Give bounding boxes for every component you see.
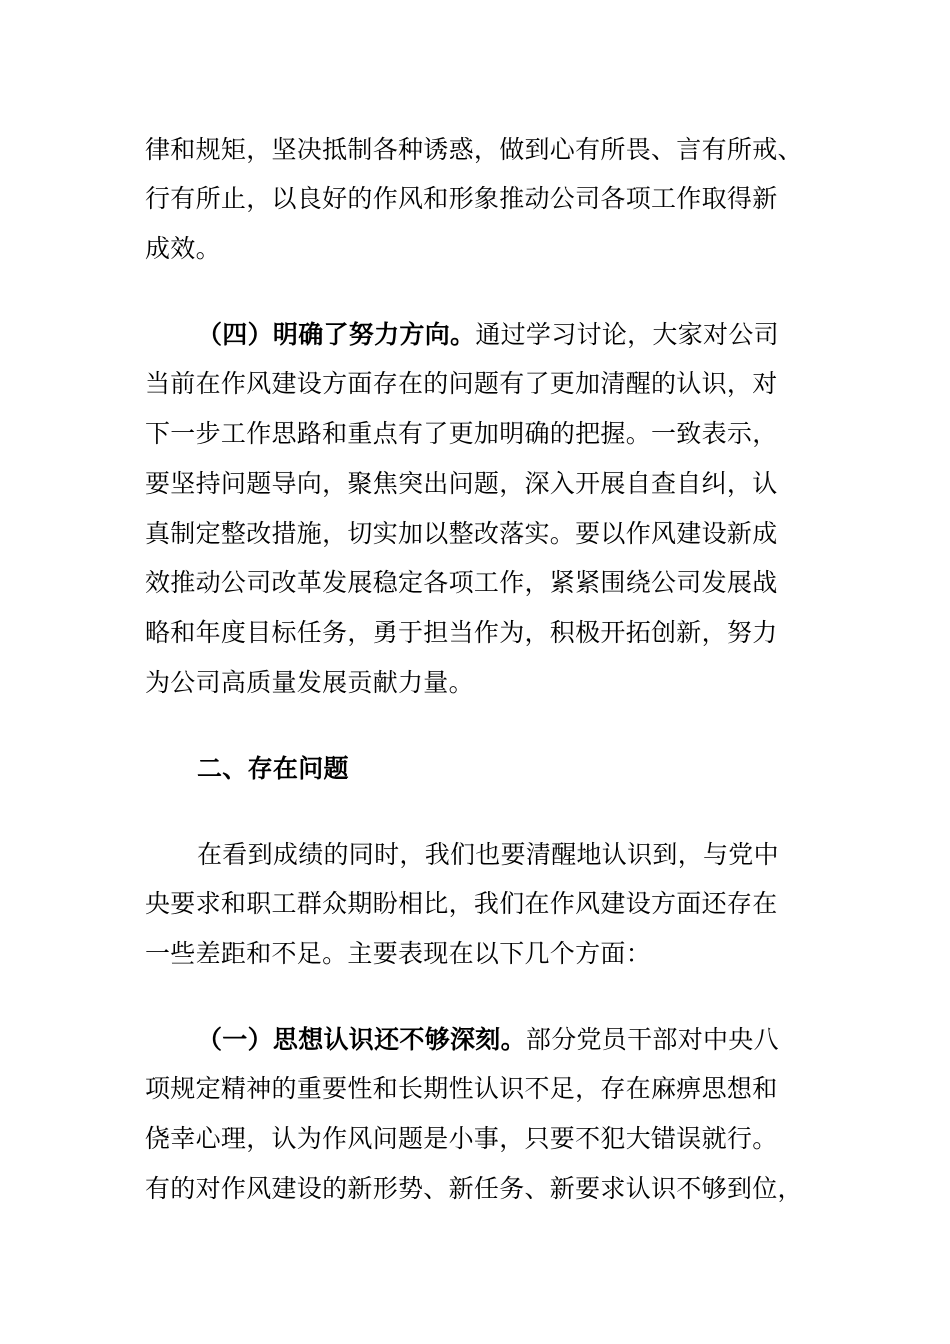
para4-first-line: [197, 1023, 779, 1057]
para2-first-line-text: 通过学习讨论，大家对公司: [475, 320, 779, 349]
para1-line-3: 成效。: [145, 234, 221, 263]
para2-line-3: 下一步工作思路和重点有了更加明确的把握。一致表示，: [145, 419, 778, 448]
section-heading: 二、存在问题: [197, 754, 349, 783]
para3-line-2: 央要求和职工群众期盼相比，我们在作风建设方面还存在: [145, 889, 778, 918]
para4-line-3: 侥幸心理，认为作风问题是小事，只要不犯大错误就行。: [145, 1124, 778, 1153]
para2-line-6: 效推动公司改革发展稳定各项工作，紧紧围绕公司发展战: [145, 568, 778, 597]
para3-first-line: 在看到成绩的同时，我们也要清醒地认识到，与党中: [197, 840, 779, 869]
para1-line-2: 行有所止，以良好的作风和形象推动公司各项工作取得新: [145, 184, 778, 213]
para2-heading: （四）明确了努力方向。: [197, 320, 476, 349]
para2-line-4: 要坚持问题导向，聚焦突出问题，深入开展自查自纠，认: [145, 469, 778, 498]
para2-line-8: 为公司高质量发展贡献力量。: [145, 668, 474, 697]
para2-line-7: 略和年度目标任务，勇于担当作为，积极开拓创新，努力: [145, 618, 778, 647]
para2-first-line: [197, 318, 779, 352]
para2-line-5: 真制定整改措施，切实加以整改落实。要以作风建设新成: [145, 519, 778, 548]
para4-line-4: 有的对作风建设的新形势、新任务、新要求认识不够到位，: [145, 1174, 803, 1203]
para4-heading: （一）思想认识还不够深刻。: [197, 1025, 526, 1054]
para4-line-2: 项规定精神的重要性和长期性认识不足，存在麻痹思想和: [145, 1074, 778, 1103]
para3-line-3: 一些差距和不足。主要表现在以下几个方面：: [145, 939, 652, 968]
para2-line-2: 当前在作风建设方面存在的问题有了更加清醒的认识，对: [145, 369, 778, 398]
para4-first-line-text: 部分党员干部对中央八: [525, 1025, 779, 1054]
para1-line-1: 律和规矩，坚决抵制各种诱惑，做到心有所畏、言有所戒、: [145, 135, 803, 164]
